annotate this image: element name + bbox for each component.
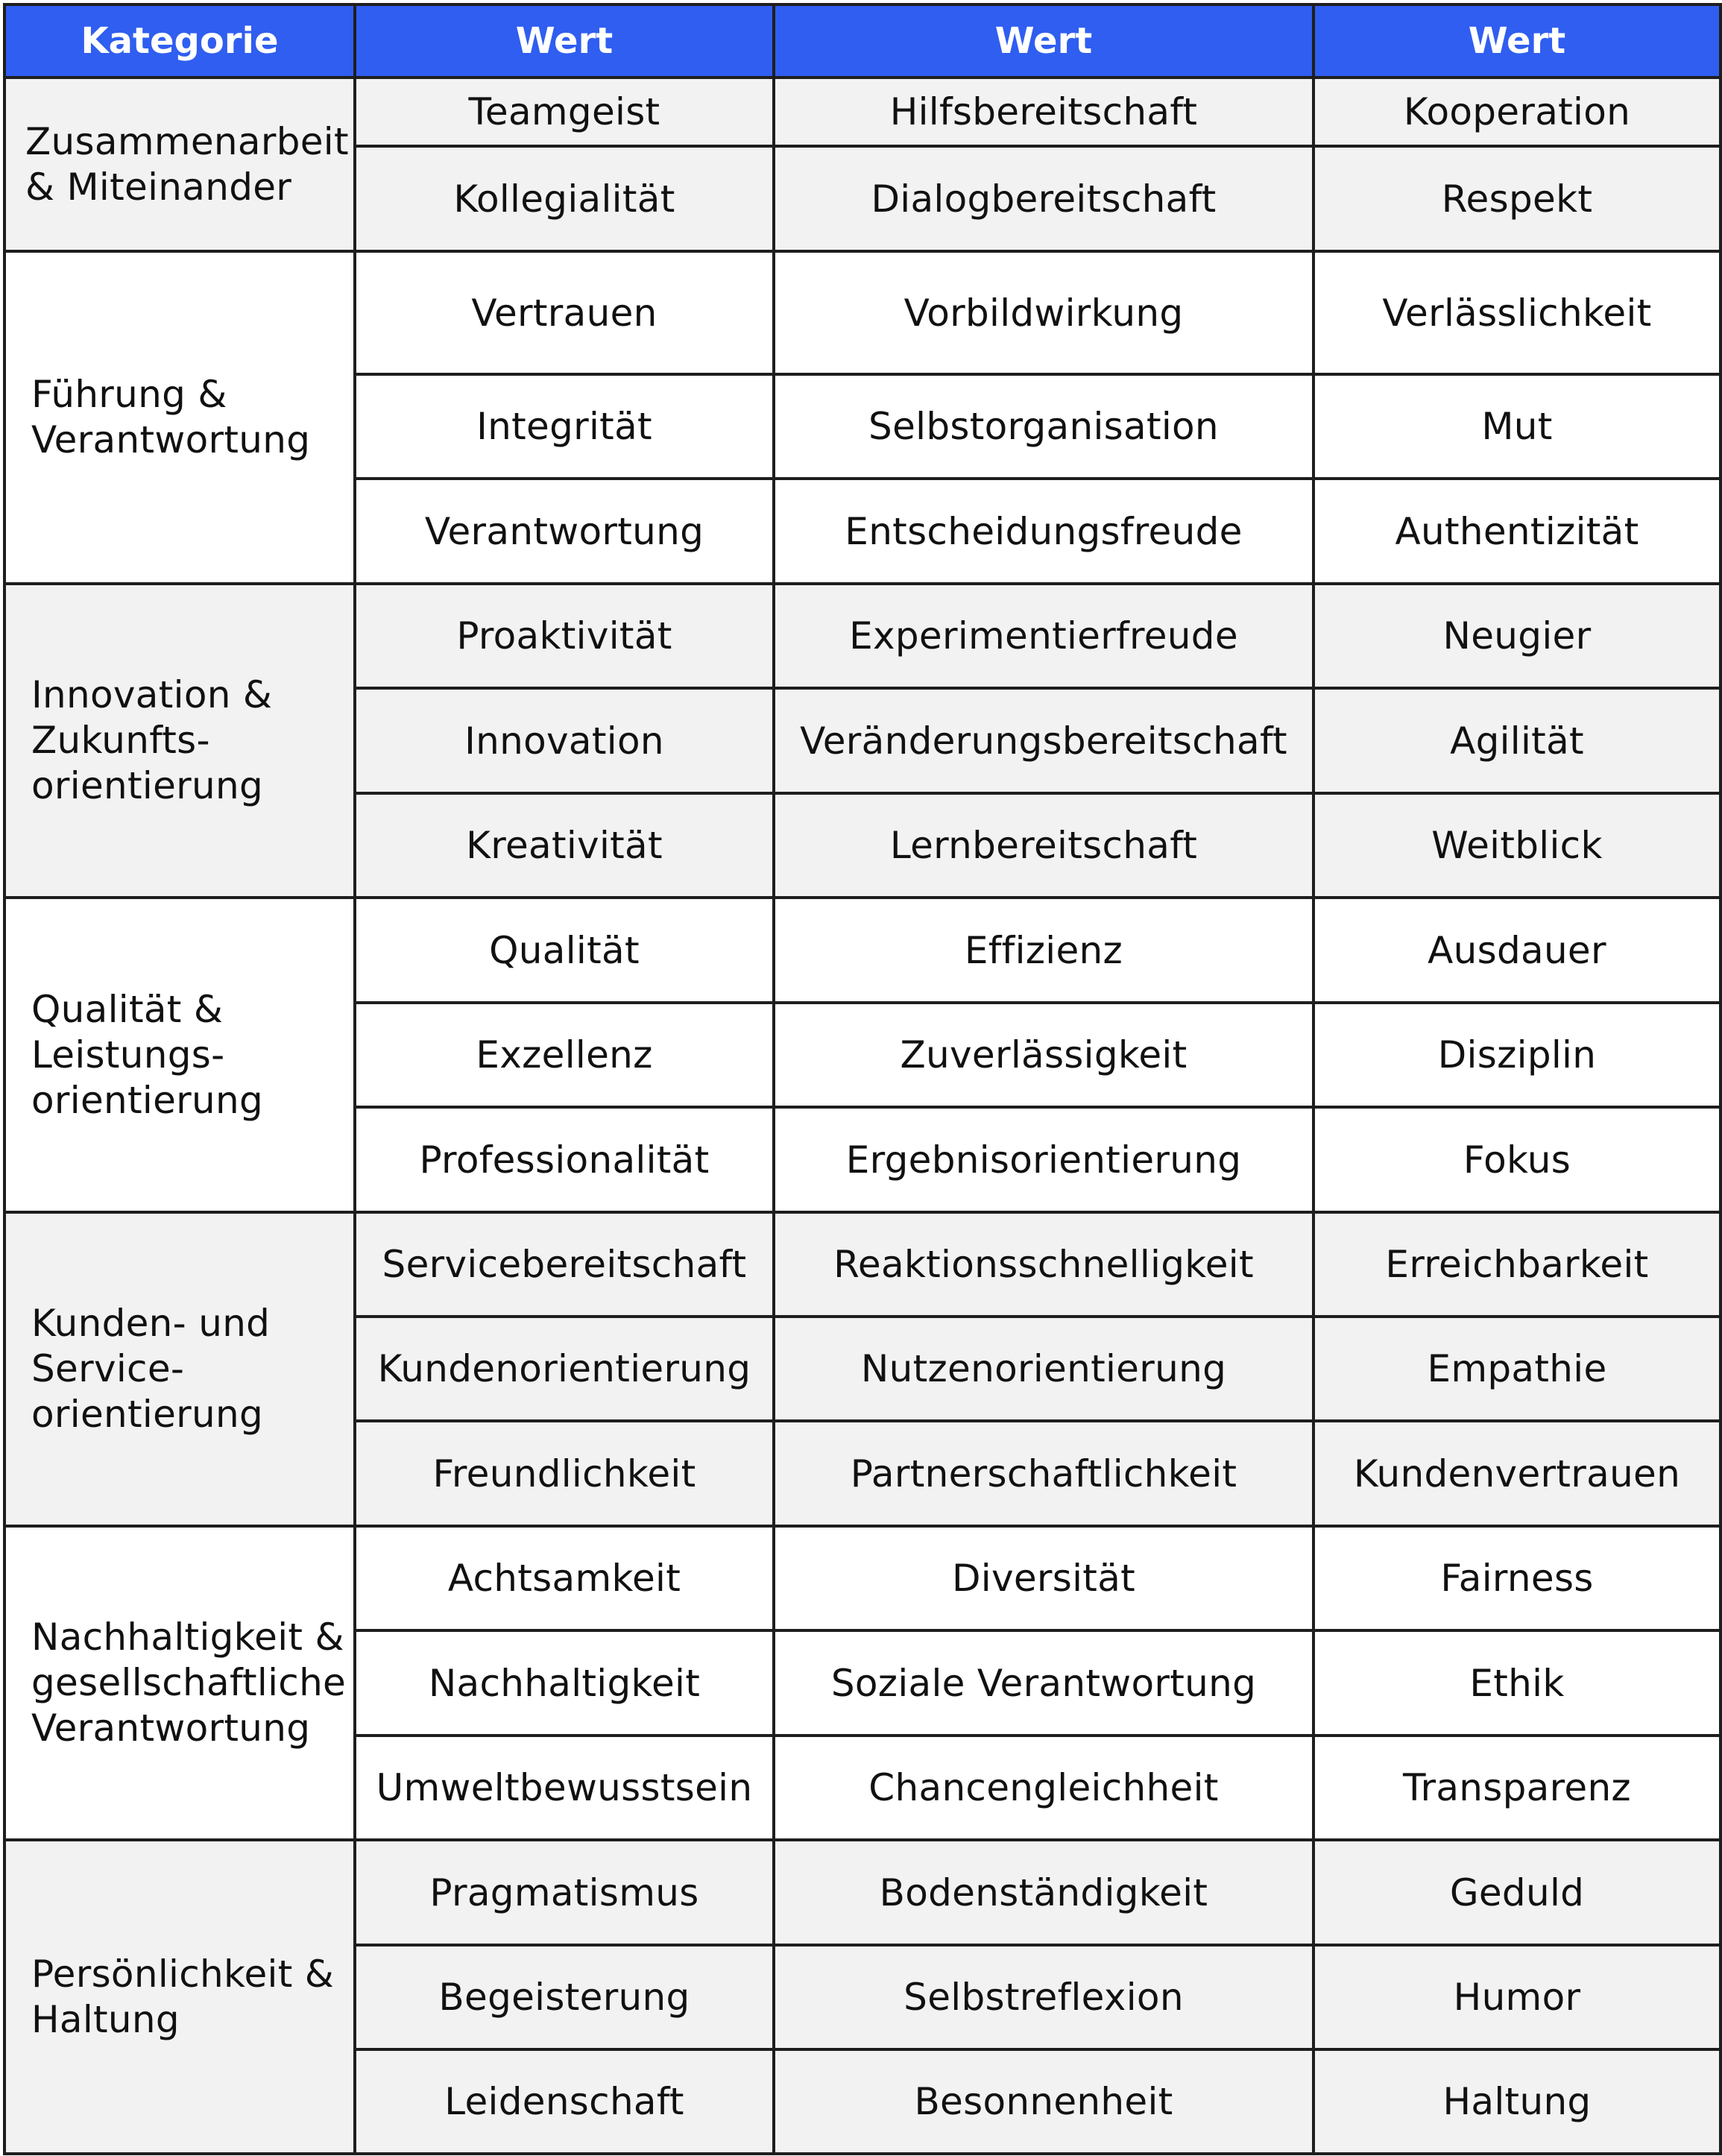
value-cell: Freundlichkeit: [355, 1421, 774, 1526]
value-cell: Kollegialität: [355, 146, 774, 251]
value-cell: Umweltbewusstsein: [355, 1736, 774, 1840]
value-cell: Ergebnisorientierung: [774, 1107, 1313, 1212]
header-wert-1: Wert: [355, 4, 774, 78]
category-cell: Nachhaltigkeit & gesellschaftliche Verantwortung: [4, 1526, 355, 1840]
table-row: [4, 1526, 1721, 1630]
values-table: [3, 3, 1722, 2155]
category-cell: Führung & Verantwortung: [4, 251, 355, 584]
value-cell: Humor: [1313, 1945, 1721, 2049]
table-row: [4, 251, 1721, 374]
value-cell: Verantwortung: [355, 479, 774, 584]
value-cell: Achtsamkeit: [355, 1526, 774, 1630]
value-cell: Kreativität: [355, 793, 774, 898]
group-fuehrung: [4, 251, 1721, 584]
header-kategorie: Kategorie: [4, 4, 355, 78]
value-cell: Dialogbereitschaft: [774, 146, 1313, 251]
value-cell: Servicebereitschaft: [355, 1212, 774, 1317]
value-cell: Chancengleichheit: [774, 1736, 1313, 1840]
table-row: [4, 584, 1721, 688]
value-cell: Innovation: [355, 688, 774, 793]
category-cell: Qualität & Leistungs- orientierung: [4, 898, 355, 1212]
value-cell: Nachhaltigkeit: [355, 1630, 774, 1736]
value-cell: Respekt: [1313, 146, 1721, 251]
group-persoenlichkeit: [4, 1840, 1721, 2154]
value-cell: Fairness: [1313, 1526, 1721, 1630]
value-cell: Fokus: [1313, 1107, 1721, 1212]
value-cell: Pragmatismus: [355, 1840, 774, 1945]
value-cell: Weitblick: [1313, 793, 1721, 898]
value-cell: Experimentierfreude: [774, 584, 1313, 688]
category-cell: Persönlichkeit & Haltung: [4, 1840, 355, 2154]
value-cell: Ausdauer: [1313, 898, 1721, 1003]
table-row: [4, 78, 1721, 146]
value-cell: Agilität: [1313, 688, 1721, 793]
value-cell: Ethik: [1313, 1630, 1721, 1736]
value-cell: Bodenständigkeit: [774, 1840, 1313, 1945]
value-cell: Kooperation: [1313, 78, 1721, 146]
value-cell: Empathie: [1313, 1317, 1721, 1421]
value-cell: Nutzenorientierung: [774, 1317, 1313, 1421]
group-qualitaet: [4, 898, 1721, 1212]
value-cell: Kundenorientierung: [355, 1317, 774, 1421]
value-cell: Authentizität: [1313, 479, 1721, 584]
value-cell: Reaktionsschnelligkeit: [774, 1212, 1313, 1317]
value-cell: Geduld: [1313, 1840, 1721, 1945]
value-cell: Haltung: [1313, 2049, 1721, 2154]
value-cell: Transparenz: [1313, 1736, 1721, 1840]
value-cell: Erreichbarkeit: [1313, 1212, 1721, 1317]
value-cell: Professionalität: [355, 1107, 774, 1212]
value-cell: Besonnenheit: [774, 2049, 1313, 2154]
value-cell: Veränderungsbereitschaft: [774, 688, 1313, 793]
table-row: [4, 1840, 1721, 1945]
header-row: [4, 4, 1721, 78]
value-cell: Vorbildwirkung: [774, 251, 1313, 374]
table-row: [4, 1212, 1721, 1317]
table-row: [4, 898, 1721, 1003]
value-cell: Soziale Verantwortung: [774, 1630, 1313, 1736]
value-cell: Selbstreflexion: [774, 1945, 1313, 2049]
value-cell: Begeisterung: [355, 1945, 774, 2049]
value-cell: Leidenschaft: [355, 2049, 774, 2154]
value-cell: Partnerschaftlichkeit: [774, 1421, 1313, 1526]
value-cell: Exzellenz: [355, 1003, 774, 1107]
value-cell: Hilfsbereitschaft: [774, 78, 1313, 146]
header-wert-3: Wert: [1313, 4, 1721, 78]
category-cell: Zusammenarbeit & Miteinander: [4, 78, 355, 251]
value-cell: Integrität: [355, 374, 774, 479]
category-cell: Kunden- und Service- orientierung: [4, 1212, 355, 1526]
group-nachhaltigkeit: [4, 1526, 1721, 1840]
group-kunden: [4, 1212, 1721, 1526]
value-cell: Disziplin: [1313, 1003, 1721, 1107]
value-cell: Lernbereitschaft: [774, 793, 1313, 898]
value-cell: Qualität: [355, 898, 774, 1003]
value-cell: Zuverlässigkeit: [774, 1003, 1313, 1107]
value-cell: Selbstorganisation: [774, 374, 1313, 479]
value-cell: Teamgeist: [355, 78, 774, 146]
category-cell: Innovation & Zukunfts- orientierung: [4, 584, 355, 898]
header-wert-2: Wert: [774, 4, 1313, 78]
value-cell: Proaktivität: [355, 584, 774, 688]
group-innovation: [4, 584, 1721, 898]
value-cell: Verlässlichkeit: [1313, 251, 1721, 374]
value-cell: Effizienz: [774, 898, 1313, 1003]
value-cell: Vertrauen: [355, 251, 774, 374]
value-cell: Neugier: [1313, 584, 1721, 688]
value-cell: Diversität: [774, 1526, 1313, 1630]
value-cell: Kundenvertrauen: [1313, 1421, 1721, 1526]
value-cell: Mut: [1313, 374, 1721, 479]
group-zusammenarbeit: [4, 78, 1721, 251]
value-cell: Entscheidungsfreude: [774, 479, 1313, 584]
